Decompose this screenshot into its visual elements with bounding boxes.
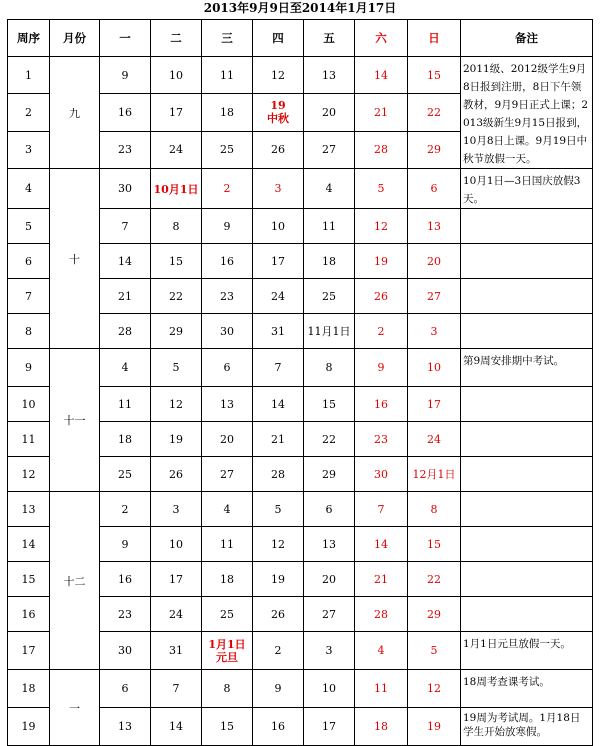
day-cell: 17 — [253, 244, 304, 279]
note-week19: 19周为考试周。1月18日学生开始放寒假。 — [461, 708, 593, 746]
day-cell: 9 — [100, 527, 151, 562]
note-empty — [461, 244, 593, 279]
day-cell: 19 — [253, 562, 304, 597]
holiday-label: 元旦 — [216, 650, 238, 664]
week-number: 7 — [8, 279, 50, 314]
day-cell: 4 — [100, 349, 151, 387]
day-cell-sat: 2 — [355, 314, 408, 349]
week-number: 13 — [8, 492, 50, 527]
week-number: 19 — [8, 708, 50, 746]
day-cell: 27 — [202, 457, 253, 492]
day-cell-sun: 15 — [408, 57, 461, 94]
day-cell: 3 — [304, 632, 355, 670]
day-cell: 26 — [151, 457, 202, 492]
header-wed: 三 — [202, 20, 253, 57]
day-cell: 12 — [253, 57, 304, 94]
day-cell: 8 — [304, 349, 355, 387]
day-cell: 5 — [253, 492, 304, 527]
day-cell: 15 — [151, 244, 202, 279]
week-number: 3 — [8, 131, 50, 168]
week-number: 10 — [8, 387, 50, 422]
day-cell-sat: 7 — [355, 492, 408, 527]
note-week4: 10月1日—3日国庆放假3天。 — [461, 169, 593, 209]
header-sat: 六 — [355, 20, 408, 57]
week-number: 15 — [8, 562, 50, 597]
header-thu: 四 — [253, 20, 304, 57]
day-cell: 16 — [100, 94, 151, 131]
header-mon: 一 — [100, 20, 151, 57]
day-cell: 11 — [100, 387, 151, 422]
day-cell: 25 — [202, 597, 253, 632]
day-cell: 10 — [304, 670, 355, 708]
week-number: 17 — [8, 632, 50, 670]
day-cell: 25 — [100, 457, 151, 492]
week-row — [8, 349, 593, 387]
day-cell: 25 — [304, 279, 355, 314]
day-cell: 19 — [151, 422, 202, 457]
day-cell: 9 — [100, 57, 151, 94]
day-cell: 27 — [304, 597, 355, 632]
day-cell-sun: 27 — [408, 279, 461, 314]
day-cell: 13 — [100, 708, 151, 746]
day-cell: 18 — [100, 422, 151, 457]
day-cell: 31 — [151, 632, 202, 670]
day-cell: 11 — [304, 209, 355, 244]
week-number: 18 — [8, 670, 50, 708]
day-cell: 12 — [253, 527, 304, 562]
day-cell: 3 — [151, 492, 202, 527]
month-cell-jan: 一 — [50, 670, 100, 746]
week-row — [8, 169, 593, 209]
day-cell-sat: 14 — [355, 527, 408, 562]
week-number: 12 — [8, 457, 50, 492]
day-cell-sat: 28 — [355, 131, 408, 168]
day-cell: 8 — [151, 209, 202, 244]
day-cell: 11 — [202, 527, 253, 562]
day-cell-sat: 14 — [355, 57, 408, 94]
day-cell: 28 — [253, 457, 304, 492]
day-cell: 12 — [151, 387, 202, 422]
note-empty — [461, 492, 593, 527]
note-empty — [461, 209, 593, 244]
day-cell-sat: 5 — [355, 169, 408, 209]
note-empty — [461, 562, 593, 597]
day-cell: 11月1日 — [304, 314, 355, 349]
day-cell-sat: 19 — [355, 244, 408, 279]
week-number: 8 — [8, 314, 50, 349]
day-cell: 21 — [100, 279, 151, 314]
day-cell: 30 — [100, 169, 151, 209]
day-cell: 7 — [151, 670, 202, 708]
note-empty — [461, 457, 593, 492]
day-cell: 21 — [253, 422, 304, 457]
day-cell: 8 — [202, 670, 253, 708]
day-cell-sat: 12 — [355, 209, 408, 244]
day-cell: 16 — [202, 244, 253, 279]
day-cell: 17 — [151, 94, 202, 131]
day-cell: 9 — [202, 209, 253, 244]
note-week18: 18周考查课考试。 — [461, 670, 593, 708]
week-number: 16 — [8, 597, 50, 632]
day-cell: 10 — [151, 527, 202, 562]
day-cell: 7 — [253, 349, 304, 387]
day-cell-sun: 15 — [408, 527, 461, 562]
day-cell: 17 — [151, 562, 202, 597]
header-week: 周序 — [8, 20, 50, 57]
day-cell-sun: 13 — [408, 209, 461, 244]
note-empty — [461, 314, 593, 349]
day-cell: 14 — [151, 708, 202, 746]
day-cell: 29 — [151, 314, 202, 349]
day-cell: 18 — [202, 94, 253, 131]
day-cell-sun: 10 — [408, 349, 461, 387]
day-cell: 24 — [253, 279, 304, 314]
day-cell-sat: 26 — [355, 279, 408, 314]
day-cell-sun: 3 — [408, 314, 461, 349]
day-cell: 20 — [202, 422, 253, 457]
day-cell: 7 — [100, 209, 151, 244]
week-number: 6 — [8, 244, 50, 279]
day-cell: 16 — [253, 708, 304, 746]
day-cell: 23 — [202, 279, 253, 314]
day-cell: 2 — [100, 492, 151, 527]
day-cell-sun: 8 — [408, 492, 461, 527]
day-cell-sat: 30 — [355, 457, 408, 492]
day-cell: 11 — [202, 57, 253, 94]
header-fri: 五 — [304, 20, 355, 57]
day-cell: 9 — [253, 670, 304, 708]
header-sun: 日 — [408, 20, 461, 57]
header-tue: 二 — [151, 20, 202, 57]
note-empty — [461, 597, 593, 632]
note-empty — [461, 279, 593, 314]
header-month: 月份 — [50, 20, 100, 57]
day-cell: 10 — [151, 57, 202, 94]
day-cell: 4 — [202, 492, 253, 527]
day-cell: 30 — [100, 632, 151, 670]
week-number: 5 — [8, 209, 50, 244]
day-cell: 23 — [100, 131, 151, 168]
day-cell: 18 — [202, 562, 253, 597]
day-cell-holiday-mid-autumn — [253, 94, 304, 131]
day-number: 1月1日 — [208, 637, 246, 651]
note-empty — [461, 527, 593, 562]
day-number: 19 — [270, 99, 286, 113]
week-number: 9 — [8, 349, 50, 387]
day-cell-sat: 18 — [355, 708, 408, 746]
month-cell-dec: 十二 — [50, 492, 100, 670]
day-cell: 20 — [304, 94, 355, 131]
day-cell-sun: 29 — [408, 131, 461, 168]
note-week1-3: 2011级、2012级学生9月8日报到注册，8日下午领教材，9月9日正式上课；2013级新生9月15日报到，10月8日上课。9月19日中秋节放假一天。 — [461, 57, 593, 169]
day-cell: 14 — [100, 244, 151, 279]
day-cell: 24 — [151, 131, 202, 168]
header-row — [8, 20, 593, 57]
day-cell-sat: 21 — [355, 562, 408, 597]
day-cell: 30 — [202, 314, 253, 349]
month-cell-oct: 十 — [50, 169, 100, 349]
day-cell: 24 — [151, 597, 202, 632]
holiday-label: 中秋 — [267, 112, 289, 126]
day-cell-sun: 29 — [408, 597, 461, 632]
day-cell: 22 — [304, 422, 355, 457]
school-calendar-table — [7, 19, 593, 746]
week-number: 2 — [8, 94, 50, 131]
day-cell: 26 — [253, 131, 304, 168]
day-cell-sat: 28 — [355, 597, 408, 632]
day-cell-holiday-new-year — [202, 632, 253, 670]
day-cell: 17 — [304, 708, 355, 746]
day-cell-sun: 19 — [408, 708, 461, 746]
day-cell: 13 — [304, 57, 355, 94]
day-cell-holiday: 3 — [253, 169, 304, 209]
week-number: 1 — [8, 57, 50, 94]
day-cell: 22 — [151, 279, 202, 314]
day-cell: 16 — [100, 562, 151, 597]
header-notes: 备注 — [461, 20, 593, 57]
note-empty — [461, 387, 593, 422]
day-cell: 5 — [151, 349, 202, 387]
day-cell: 25 — [202, 131, 253, 168]
day-cell: 6 — [202, 349, 253, 387]
day-cell-sat: 4 — [355, 632, 408, 670]
week-row — [8, 57, 593, 94]
day-cell-sun: 17 — [408, 387, 461, 422]
day-cell: 23 — [100, 597, 151, 632]
day-cell: 2 — [253, 632, 304, 670]
month-cell-nov: 十一 — [50, 349, 100, 492]
week-row — [8, 492, 593, 527]
day-cell: 26 — [253, 597, 304, 632]
note-empty — [461, 422, 593, 457]
day-cell-sun: 22 — [408, 94, 461, 131]
day-cell-sun: 6 — [408, 169, 461, 209]
week-number: 14 — [8, 527, 50, 562]
note-week9: 第9周安排期中考试。 — [461, 349, 593, 387]
day-cell: 10 — [253, 209, 304, 244]
day-cell-sun: 5 — [408, 632, 461, 670]
day-cell: 13 — [202, 387, 253, 422]
day-cell: 18 — [304, 244, 355, 279]
day-cell-sun: 24 — [408, 422, 461, 457]
day-cell-sun: 12 — [408, 670, 461, 708]
day-cell-sat: 11 — [355, 670, 408, 708]
day-cell-sun: 20 — [408, 244, 461, 279]
day-cell-sat: 23 — [355, 422, 408, 457]
day-cell-sun: 22 — [408, 562, 461, 597]
note-week17: 1月1日元旦放假一天。 — [461, 632, 593, 670]
day-cell: 28 — [100, 314, 151, 349]
week-number: 11 — [8, 422, 50, 457]
day-cell: 15 — [304, 387, 355, 422]
day-cell: 15 — [202, 708, 253, 746]
day-cell: 14 — [253, 387, 304, 422]
day-cell: 20 — [304, 562, 355, 597]
month-cell-sep: 九 — [50, 57, 100, 169]
day-cell: 6 — [304, 492, 355, 527]
day-cell-sun: 12月1日 — [408, 457, 461, 492]
day-cell-holiday: 2 — [202, 169, 253, 209]
day-cell: 27 — [304, 131, 355, 168]
week-row — [8, 670, 593, 708]
calendar-title: 2013年9月9日至2014年1月17日 — [203, 1, 397, 15]
day-cell: 29 — [304, 457, 355, 492]
day-cell: 4 — [304, 169, 355, 209]
day-cell: 31 — [253, 314, 304, 349]
day-cell-sat: 16 — [355, 387, 408, 422]
week-number: 4 — [8, 169, 50, 209]
day-cell-sat: 21 — [355, 94, 408, 131]
day-cell: 13 — [304, 527, 355, 562]
day-cell: 6 — [100, 670, 151, 708]
day-cell-sat: 9 — [355, 349, 408, 387]
day-cell-holiday-national-day: 10月1日 — [151, 169, 202, 209]
